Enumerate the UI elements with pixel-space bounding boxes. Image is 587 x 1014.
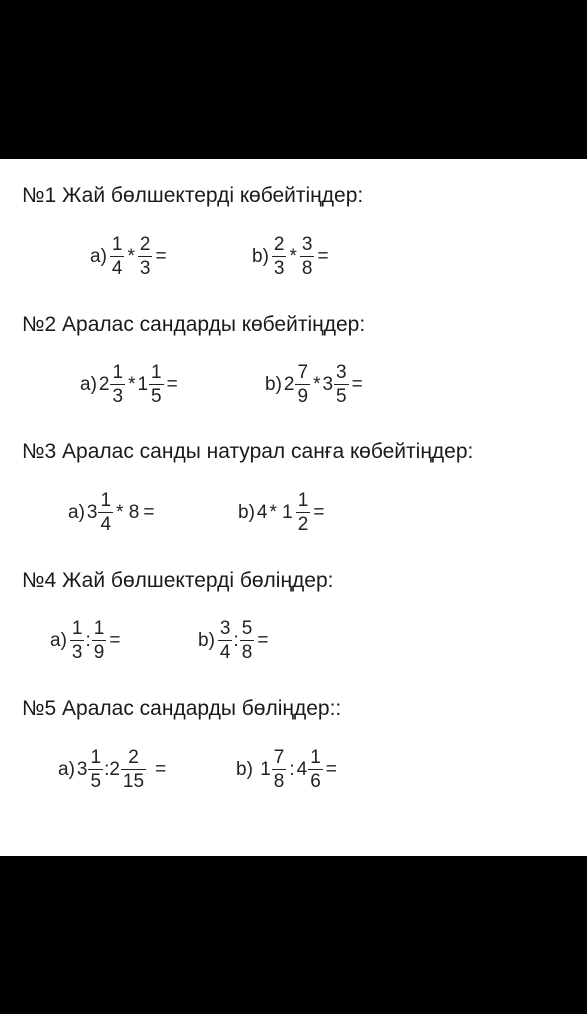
numerator: 1 xyxy=(90,747,102,768)
denominator: 3 xyxy=(273,258,285,279)
denominator: 4 xyxy=(100,514,112,535)
fraction xyxy=(308,748,323,791)
denominator: 4 xyxy=(111,258,123,279)
task-5-expression-a xyxy=(56,748,168,791)
numerator: 1 xyxy=(111,234,123,255)
equals-sign: = xyxy=(143,501,155,523)
equals-sign: = xyxy=(325,758,337,780)
operator: : xyxy=(85,629,91,651)
task-3-expression-b xyxy=(236,491,326,534)
operator: * xyxy=(313,373,321,395)
operator: : xyxy=(233,629,239,651)
whole-part: 4 xyxy=(256,501,268,523)
whole-part: 3 xyxy=(322,373,334,395)
task-4-expression-b xyxy=(196,619,270,662)
fraction xyxy=(272,235,287,278)
numerator: 3 xyxy=(301,234,313,255)
operator: * xyxy=(289,245,297,267)
operator: * 1 xyxy=(269,501,293,523)
numerator: 1 xyxy=(297,490,309,511)
numerator: 5 xyxy=(241,618,253,639)
fraction xyxy=(334,363,349,406)
equals-sign: = xyxy=(313,501,325,523)
numerator: 2 xyxy=(139,234,151,255)
task-3-expression-a xyxy=(66,491,156,534)
fraction xyxy=(240,619,255,662)
fraction xyxy=(88,748,103,791)
denominator: 3 xyxy=(112,386,124,407)
task-3-title: №3 Аралас санды натурал санға көбейтіңдер: xyxy=(22,440,474,463)
item-label: b) xyxy=(236,758,259,780)
numerator: 1 xyxy=(112,362,124,383)
operator: * xyxy=(128,373,136,395)
operator: : xyxy=(289,758,295,780)
task-2-expression-b xyxy=(263,363,365,406)
fraction xyxy=(121,748,146,791)
denominator: 5 xyxy=(151,386,162,407)
fraction xyxy=(98,491,113,534)
numerator: 1 xyxy=(93,618,105,639)
fraction xyxy=(70,619,85,662)
fraction xyxy=(295,363,310,406)
numerator: 1 xyxy=(71,618,83,639)
numerator: 2 xyxy=(128,747,139,768)
fraction xyxy=(110,363,125,406)
worksheet-page xyxy=(0,159,587,856)
item-label: a) xyxy=(50,629,67,651)
item-label: b) xyxy=(238,501,255,523)
denominator: 3 xyxy=(139,258,151,279)
whole-part: 4 xyxy=(296,758,308,780)
whole-part: 2 xyxy=(109,758,120,780)
numerator: 3 xyxy=(336,362,347,383)
fraction xyxy=(149,363,164,406)
task-5-expression-b xyxy=(234,748,339,791)
task-5-title: №5 Аралас сандарды бөліңдер:: xyxy=(22,697,342,720)
item-label: b) xyxy=(265,373,282,395)
whole-part: 3 xyxy=(76,758,88,780)
fraction xyxy=(138,235,153,278)
equals-sign: = xyxy=(351,373,363,395)
equals-sign: = xyxy=(317,245,329,267)
task-1-title: №1 Жай бөлшектерді көбейтіңдер: xyxy=(22,184,364,207)
numerator: 7 xyxy=(297,362,309,383)
denominator: 5 xyxy=(336,386,347,407)
item-label: a) xyxy=(58,758,75,780)
denominator: 3 xyxy=(71,642,83,663)
equals-sign: = xyxy=(155,758,167,780)
task-1-expression-b xyxy=(250,235,331,278)
task-2-expression-a xyxy=(78,363,180,406)
operator: * xyxy=(127,245,135,267)
item-label: b) xyxy=(198,629,215,651)
numerator: 1 xyxy=(151,362,162,383)
fraction xyxy=(300,235,315,278)
task-4-title: №4 Жай бөлшектерді бөліңдер: xyxy=(22,569,334,592)
denominator: 8 xyxy=(301,258,313,279)
whole-part: 2 xyxy=(283,373,295,395)
fraction xyxy=(296,491,311,534)
numerator: 1 xyxy=(310,747,321,768)
equals-sign: = xyxy=(257,629,269,651)
denominator: 15 xyxy=(122,771,145,792)
fraction xyxy=(272,748,287,791)
denominator: 6 xyxy=(310,771,321,792)
denominator: 8 xyxy=(273,771,285,792)
numerator: 2 xyxy=(273,234,285,255)
numerator: 3 xyxy=(219,618,231,639)
item-label: a) xyxy=(80,373,97,395)
equals-sign: = xyxy=(109,629,121,651)
whole-part: 1 xyxy=(137,373,149,395)
denominator: 9 xyxy=(93,642,105,663)
operator: : xyxy=(104,758,110,780)
denominator: 2 xyxy=(297,514,309,535)
denominator: 8 xyxy=(241,642,253,663)
item-label: b) xyxy=(252,245,269,267)
whole-part: 3 xyxy=(86,501,98,523)
task-1-expression-a xyxy=(88,235,169,278)
denominator: 5 xyxy=(90,771,102,792)
denominator: 9 xyxy=(297,386,309,407)
fraction xyxy=(218,619,233,662)
fraction xyxy=(92,619,107,662)
task-2-title: №2 Аралас сандарды көбейтіңдер: xyxy=(22,313,366,336)
denominator: 4 xyxy=(219,642,231,663)
equals-sign: = xyxy=(155,245,167,267)
whole-part: 1 xyxy=(260,758,271,780)
equals-sign: = xyxy=(166,373,178,395)
fraction xyxy=(110,235,125,278)
numerator: 7 xyxy=(273,747,285,768)
task-4-expression-a xyxy=(48,619,122,662)
operator: * 8 xyxy=(116,501,140,523)
item-label: a) xyxy=(90,245,107,267)
item-label: a) xyxy=(68,501,85,523)
whole-part: 2 xyxy=(98,373,110,395)
numerator: 1 xyxy=(100,490,112,511)
